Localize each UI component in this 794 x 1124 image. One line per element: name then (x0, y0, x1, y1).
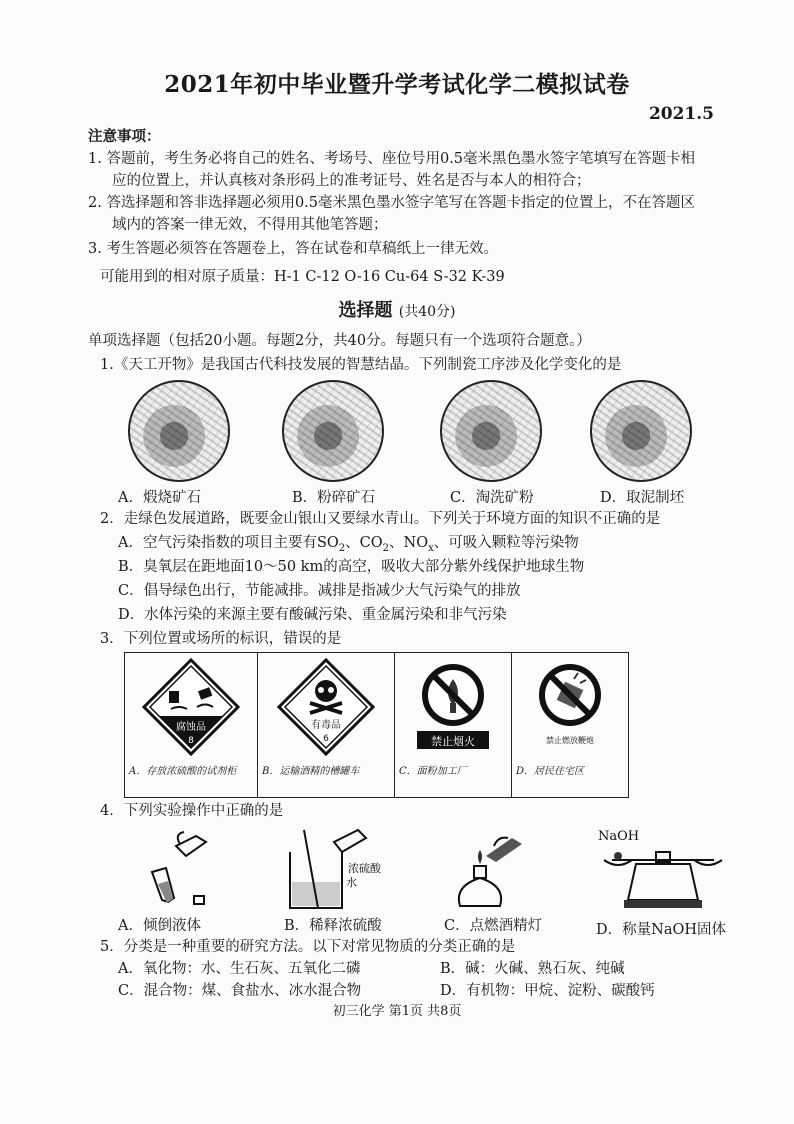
q3-label-d: D．居民住宅区 (516, 766, 585, 777)
q2-option-d[interactable]: D．水体污染的来源主要有酸碱污染、重金属污染和非气污染 (118, 607, 507, 623)
svg-text:腐蚀品: 腐蚀品 (176, 722, 206, 733)
q3-sign-c[interactable] (395, 653, 512, 798)
pour-liquid-icon (128, 826, 228, 912)
q3-label-c: C．面粉加工厂 (399, 766, 467, 777)
svg-text:禁止烟火: 禁止烟火 (431, 735, 475, 748)
notice-item: 3. 考生答题必须答在答题卷上，答在试卷和草稿纸上一律无效。 (88, 241, 498, 257)
q3-sign-a[interactable] (125, 653, 258, 798)
q2-option-a[interactable]: A．空气污染指数的项目主要有$SO_2$、$CO_2$、$NO_x$、可吸入颗粒等污染物 (118, 535, 579, 554)
notice-item: 2. 答选择题和答非选择题必须用0.5毫米黑色墨水签字笔写在答题卡指定的位置上，不在答题区 (88, 195, 695, 211)
svg-text:水: 水 (346, 876, 357, 889)
notice-heading: 注意事项： (88, 128, 161, 145)
page-footer: 初三化学 第1页 共8页 (332, 1004, 462, 1019)
section-instruction: 单项选择题（包括20小题。每题2分，共40分。每题只有一个选项符合题意。） (88, 333, 591, 349)
svg-text:有毒品: 有毒品 (311, 720, 341, 731)
svg-text:8: 8 (188, 736, 194, 746)
q5-option-b[interactable]: B．碱：火碱、熟石灰、纯碱 (440, 961, 625, 977)
q3-sign-b[interactable] (258, 653, 395, 798)
q1-image-d (590, 380, 692, 482)
section-name: 选择题 (338, 300, 393, 321)
q1-image-b (282, 380, 384, 482)
balance-scale-icon (598, 826, 728, 912)
q4-option-d[interactable]: D．称量NaOH固体 (596, 922, 726, 938)
q4-option-a[interactable]: A．倾倒液体 (118, 918, 201, 934)
q2-option-b[interactable]: B．臭氧层在距地面10～50 km的高空，吸收大部分紫外线保护地球生物 (118, 559, 585, 575)
q1-image-c (440, 380, 542, 482)
q5-option-c[interactable]: C．混合物：煤、食盐水、冰水混合物 (118, 983, 362, 999)
notice-item: 应的位置上，并认真核对条形码上的准考证号、姓名是否与本人的相符合； (112, 173, 591, 189)
exam-title: 2021年初中毕业暨升学考试化学二模拟试卷 (164, 71, 630, 98)
q3-label-a: A．存放浓硫酸的试剂柜 (129, 766, 237, 777)
q1-option-b[interactable]: B．粉碎矿石 (292, 490, 376, 506)
q4-option-b[interactable]: B．稀释浓硫酸 (284, 918, 382, 934)
q3-stem: 3．下列位置或场所的标识，错误的是 (100, 631, 342, 647)
no-fireworks-sign-icon (530, 659, 610, 755)
q4-stem: 4．下列实验操作中正确的是 (100, 803, 284, 819)
q5-stem: 5．分类是一种重要的研究方法。以下对常见物质的分类正确的是 (100, 939, 516, 955)
q3-sign-table (124, 652, 629, 798)
section-score: (共40分) (398, 304, 456, 320)
exam-date: 2021.5 (648, 104, 714, 124)
q3-sign-d[interactable] (512, 653, 629, 798)
q1-image-a (128, 380, 230, 482)
q4-option-c[interactable]: C．点燃酒精灯 (444, 918, 543, 934)
q1-option-c[interactable]: C．淘洗矿粉 (450, 490, 534, 506)
dilute-acid-icon (282, 822, 392, 914)
svg-text:6: 6 (323, 734, 329, 744)
section-title (0, 296, 794, 322)
atomic-mass: 可能用到的相对原子质量：H-1 C-12 O-16 Cu-64 S-32 K-39 (100, 269, 505, 285)
q3-label-b: B．运输酒精的槽罐车 (262, 766, 360, 777)
q1-stem: 1.《天工开物》是我国古代科技发展的智慧结晶。下列制瓷工序涉及化学变化的是 (100, 357, 622, 373)
q1-option-d[interactable]: D．取泥制坯 (600, 490, 685, 506)
svg-text:浓硫酸: 浓硫酸 (348, 862, 381, 875)
q1-option-a[interactable]: A．煅烧矿石 (118, 490, 201, 506)
notice-item: 1. 答题前，考生务必将自己的姓名、考场号、座位号用0.5毫米黑色墨水签字笔填写在答题卡相 (88, 151, 695, 167)
q2-stem: 2．走绿色发展道路，既要金山银山又要绿水青山。下列关于环境方面的知识不正确的是 (100, 511, 661, 527)
toxic-sign-icon (276, 657, 376, 757)
notice-item: 域内的答案一律无效，不得用其他笔答题； (112, 217, 388, 233)
q5-option-d[interactable]: D．有机物：甲烷、淀粉、碳酸钙 (440, 983, 655, 999)
alcohol-lamp-icon (440, 826, 540, 912)
svg-text:NaOH: NaOH (598, 829, 640, 844)
corrosive-sign-icon (141, 657, 241, 757)
q5-option-a[interactable]: A．氧化物：水、生石灰、五氧化二磷 (118, 961, 361, 977)
no-fire-sign-icon (413, 659, 493, 755)
svg-text:禁止燃放鞭炮: 禁止燃放鞭炮 (546, 736, 594, 745)
q2-option-c[interactable]: C．倡导绿色出行，节能减排。减排是指减少大气污染气的排放 (118, 583, 521, 599)
